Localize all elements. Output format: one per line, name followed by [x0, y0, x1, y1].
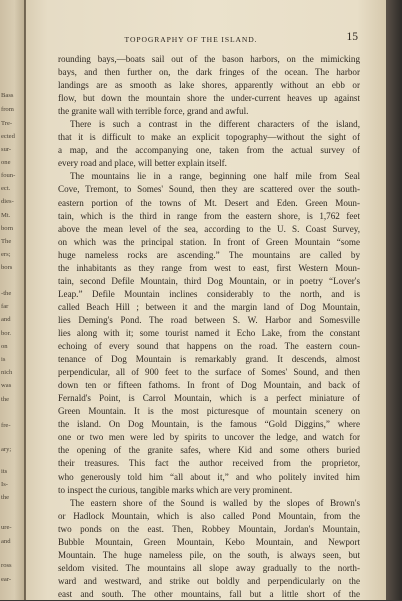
margin-fragment: ected	[1, 133, 15, 140]
text-line: rounding bays,—boats sail out of the bason harbors, on the mimicking	[58, 54, 360, 64]
margin-fragment: Tre-	[1, 120, 13, 127]
text-line: landings are as smooth as lake shores, apparently without an ebb or	[58, 80, 360, 91]
margin-fragment: foun-	[1, 172, 16, 179]
text-line: There is such a contrast in the different characters of the island,	[70, 119, 360, 130]
margin-fragment: was	[1, 382, 12, 389]
margin-fragment: fre-	[1, 422, 11, 429]
margin-fragment: dies-	[1, 198, 14, 205]
text-line: lies Deming's Pond. The road between S. W. Harbor and Somesville	[58, 314, 360, 325]
margin-fragment: ear-	[1, 576, 12, 583]
text-line: two ponds on the east. Then, Robbey Mountain, Jordan's Mountain,	[58, 523, 360, 534]
margin-fragment: Is-	[1, 481, 8, 488]
text-line: who generously told him “all about it,” and who politely invited him	[58, 471, 360, 482]
text-line: the granite wall with terrible force, grand and awful.	[58, 106, 249, 117]
margin-fragment: ross	[1, 562, 12, 569]
text-line: Green Mountain. It is the most picturesque of mountain scenery on	[58, 406, 360, 417]
text-line: to inspect the curious, tangible marks which are very prominent.	[58, 484, 293, 495]
text-line: echoing of every sound that happens on the road. The eastern coun-	[58, 341, 360, 352]
text-line: eastern portion of the towns of Mt. Desert and Eden. Green Moun-	[58, 197, 360, 208]
text-line: or Hadlock Mountain, which is also called Pond Mountain, from the	[58, 510, 360, 521]
text-line: The mountains lie in a range, beginning one half mile from Seal	[70, 171, 360, 182]
body-text	[58, 53, 360, 601]
margin-fragment: and	[1, 316, 11, 323]
text-line: on which was the principal station. In front of Green Mountain “some	[58, 236, 360, 247]
text-line: tain, second Defile Mountain, third Dog Mountain, or in poetry “Lover's	[58, 275, 360, 286]
text-line: tain, which is the third in range from the eastern shore, is 1,762 feet	[58, 210, 360, 221]
page-header	[58, 31, 358, 45]
margin-fragment: sur-	[1, 146, 12, 153]
text-line: east and south. The other mountains, fall but a little short of the	[58, 588, 360, 599]
text-line: perpendicular, all of 900 feet to the surface of Somes' Sound, and then	[58, 367, 360, 378]
margin-fragment: bors	[1, 264, 13, 271]
text-line: Bubble Mountain, Green Mountain, Kebo Mountain, and Newport	[58, 536, 360, 547]
text-line: Cove, Tremont, to Somes' Sound, then they are scattered over the south-	[58, 184, 360, 195]
margin-fragment: from	[1, 106, 14, 113]
text-line: Fernald's Point, is Carrol Mountain, which is a perfect miniature of	[58, 393, 360, 404]
margin-fragment: ect.	[1, 185, 11, 192]
margin-fragment: ure-	[1, 524, 12, 531]
text-line: flow, but down the mountain shore the under-current heaves up against	[58, 93, 360, 104]
margin-fragment: ers;	[1, 251, 11, 258]
margin-fragment: one	[1, 159, 11, 166]
text-line: every road and place, will better explain itself.	[58, 158, 227, 169]
running-head: TOPOGRAPHY OF THE ISLAND.	[124, 35, 258, 44]
text-line: lies along with it; some tourist named it Echo Lake, from the constant	[58, 327, 360, 338]
margin-fragment: ary;	[1, 446, 12, 453]
text-line: The eastern shore of the Sound is walled by the slopes of Brown's	[70, 497, 360, 508]
text-line: called Beach Hill ; between it and the margin land of Dog Mountain,	[58, 301, 360, 312]
margin-fragment: nich	[1, 369, 13, 376]
margin-fragment: born	[1, 225, 14, 232]
margin-fragment: Mt.	[1, 212, 11, 219]
text-line: Leap.” Defile Mountain inclines considerably to the north, and is	[58, 288, 360, 299]
margin-fragment: The	[1, 238, 12, 245]
margin-fragment: -the	[1, 290, 12, 297]
text-line: one or two men were led by spirits to uncover the ledge, and watch for	[58, 432, 360, 443]
margin-fragment: Bass	[1, 92, 14, 99]
text-line: the inhabitants as they range from west to east, first Western Moun-	[58, 262, 360, 273]
text-line: a map, and the accompanying one, taken from the actual survey of	[58, 145, 360, 156]
margin-fragment: the	[1, 494, 10, 501]
margin-fragment: far	[1, 303, 9, 310]
text-line: ward and westward, and strike out boldly and perpendicularly on the	[58, 575, 360, 586]
page-edge	[386, 0, 402, 600]
text-line: the opening of the granite safes, where Kid and some others buried	[58, 445, 360, 456]
margin-fragment: its	[1, 468, 8, 475]
margin-fragment: on	[1, 343, 8, 350]
text-line: down ten or fifteen fathoms. In front of Dog Mountain, and back of	[58, 380, 360, 391]
text-line: that it is difficult to make an explicit topography—without the sight of	[58, 132, 360, 143]
previous-page-edge	[0, 0, 26, 600]
text-line: bays, and then further on, the dark fringes of the ocean. The harbor	[58, 67, 360, 78]
page-number: 15	[346, 31, 358, 43]
text-line: tenance of Dog Mountain is remarkably grand. It descends, almost	[58, 354, 360, 365]
text-line: above the mean level of the sea, according to the U. S. Coast Survey,	[58, 223, 360, 234]
text-line: Mountain. The huge nameless pile, on the south, is always seen, but	[58, 549, 360, 560]
text-line: seldom visited. The mountains all slope away gradually to the north-	[58, 562, 360, 573]
margin-fragment: the	[1, 396, 10, 403]
text-line: their treasures. This fact the author received from the proprietor,	[58, 458, 360, 469]
text-line: the island. On Dog Mountain, is the famous “Gold Diggins,” where	[58, 419, 360, 430]
text-line: huge nameless rocks are ascending.” The mountains are called by	[58, 249, 360, 260]
margin-fragment: bor.	[1, 330, 12, 337]
margin-fragment: is	[1, 356, 6, 363]
margin-fragment: and	[1, 538, 11, 545]
